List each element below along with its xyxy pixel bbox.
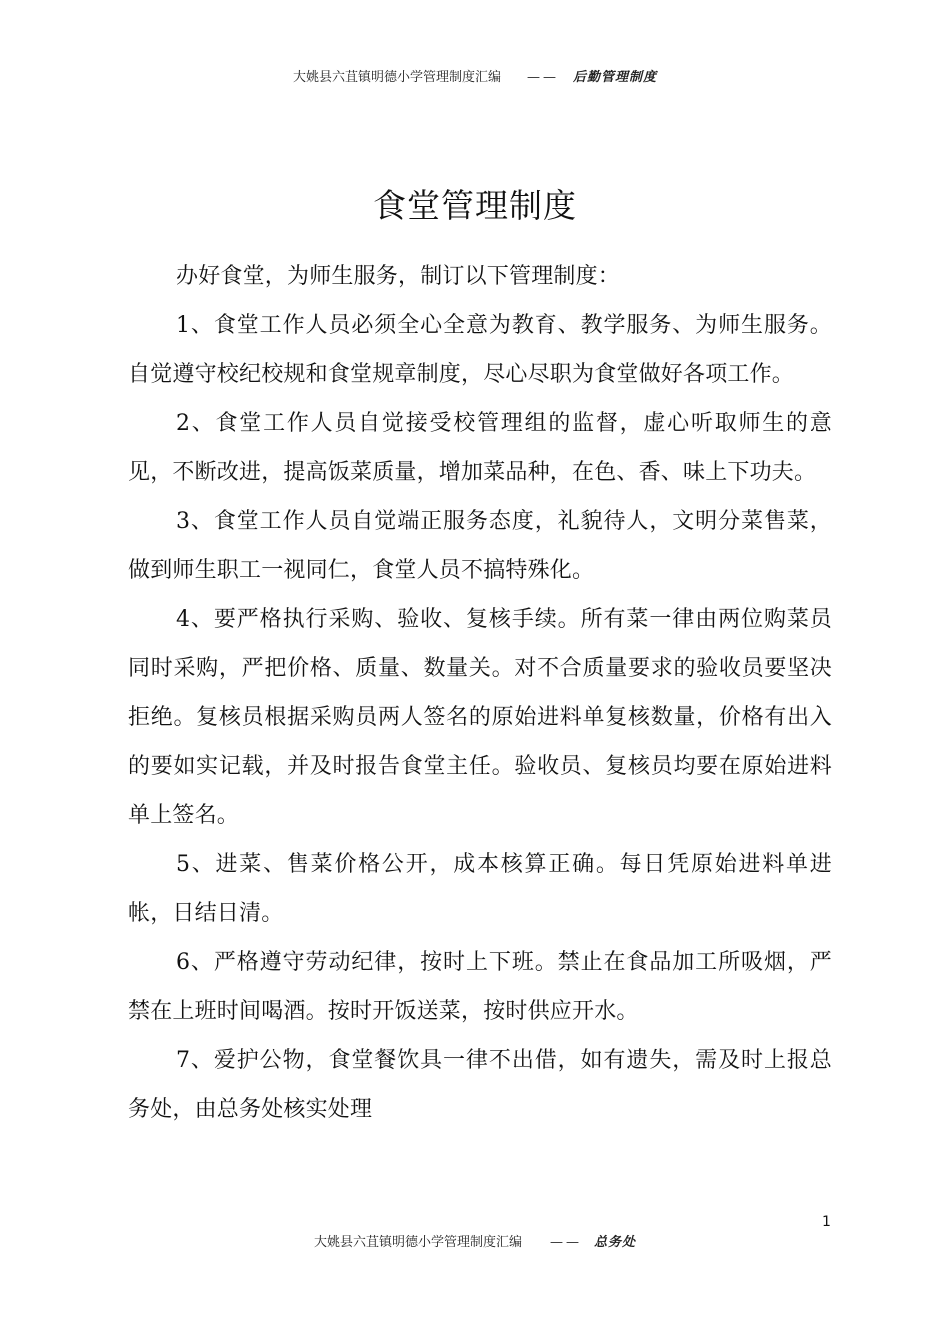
rule-paragraph-4: 4、要严格执行采购、验收、复核手续。所有菜一律由两位购菜员同时采购，严把价格、质量、数量关。对不合质量要求的验收员要坚决拒绝。复核员根据采购员两人签名的原始进料单复核数量，价格有出入的要如实记载，并及时报告食堂主任。验收员、复核员均要在原始进料单上签名。 <box>128 607 832 828</box>
page-number: 1 <box>822 1214 831 1230</box>
footer-collection-title: 大姚县六苴镇明德小学管理制度汇编 <box>313 1235 522 1250</box>
document-title: 食堂管理制度 <box>373 186 577 225</box>
page-header <box>0 66 950 85</box>
rule-paragraph-6: 6、严格遵守劳动纪律，按时上下班。禁止在食品加工所吸烟，严禁在上班时间喝酒。按时开饭送菜，按时供应开水。 <box>128 950 832 1024</box>
rule-paragraph-1: 1、食堂工作人员必须全心全意为教育、教学服务、为师生服务。自觉遵守校纪校规和食堂规章制度，尽心尽职为食堂做好各项工作。 <box>128 313 832 387</box>
header-section-title: 后勤管理制度 <box>573 70 658 85</box>
rule-paragraph-5: 5、进菜、售菜价格公开，成本核算正确。每日凭原始进料单进帐，日结日清。 <box>128 852 832 926</box>
header-collection-title: 大姚县六苴镇明德小学管理制度汇编 <box>292 70 501 85</box>
intro-paragraph: 办好食堂，为师生服务，制订以下管理制度： <box>176 264 621 289</box>
rule-paragraph-7: 7、爱护公物，食堂餐饮具一律不出借，如有遗失，需及时上报总务处，由总务处核实处理 <box>128 1048 832 1122</box>
rule-paragraph-2: 2、食堂工作人员自觉接受校管理组的监督，虚心听取师生的意见，不断改进，提高饭菜质量，增加菜品种，在色、香、味上下功夫。 <box>128 411 832 485</box>
page-footer <box>0 1231 950 1250</box>
footer-section-title: 总务处 <box>594 1235 637 1250</box>
footer-separator: —— <box>550 1235 582 1250</box>
document-body <box>128 252 832 1134</box>
header-separator: —— <box>527 70 559 85</box>
rule-paragraph-3: 3、食堂工作人员自觉端正服务态度，礼貌待人，文明分菜售菜，做到师生职工一视同仁，食堂人员不搞特殊化。 <box>128 509 832 583</box>
